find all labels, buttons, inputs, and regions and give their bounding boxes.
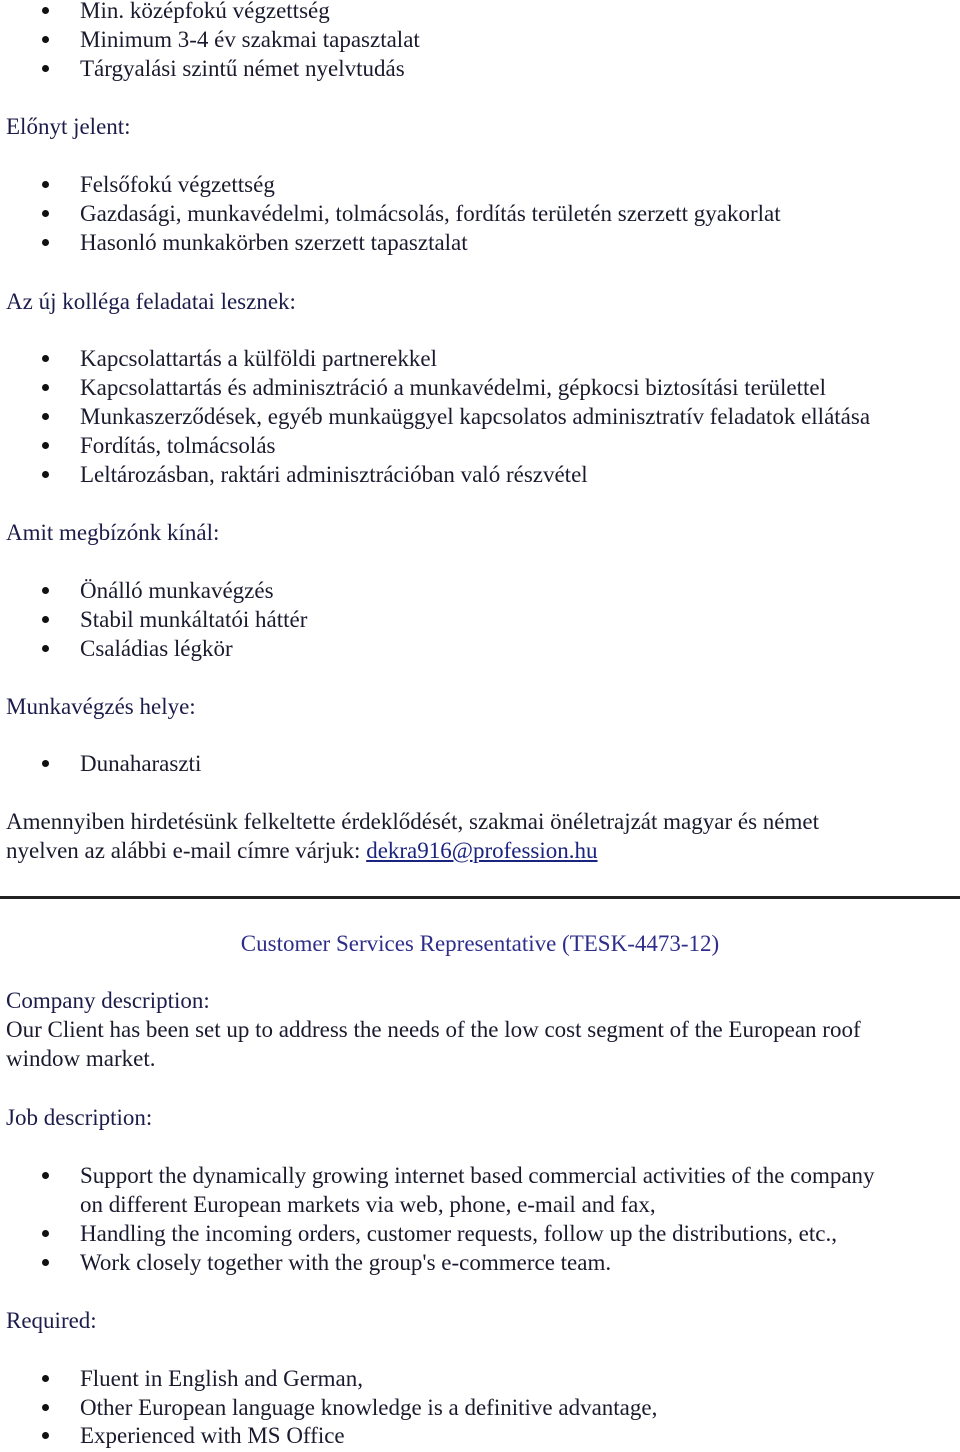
bullet-icon xyxy=(42,36,49,43)
section-heading-company: Company description: xyxy=(6,988,210,1013)
bullet-icon xyxy=(42,616,49,623)
list-item: Minimum 3-4 év szakmai tapasztalat xyxy=(80,25,420,54)
list-item: Support the dynamically growing internet based commercial activities of the company xyxy=(80,1161,875,1190)
bullet-icon xyxy=(42,760,49,767)
list-item: Fluent in English and German, xyxy=(80,1364,363,1393)
apply-text-continued: nyelven az alábbi e-mail címre várjuk: dekra916@profession.hu xyxy=(6,838,598,863)
bullet-icon xyxy=(42,645,49,652)
section-heading-location: Munkavégzés helye: xyxy=(6,694,196,719)
list-item: Családias légkör xyxy=(80,634,233,663)
company-description-continued: window market. xyxy=(6,1046,156,1071)
list-item: Munkaszerződések, egyéb munkaüggyel kapcsolatos adminisztratív feladatok ellátása xyxy=(80,402,870,431)
list-item: Felsőfokú végzettség xyxy=(80,170,275,199)
apply-text: Amennyiben hirdetésünk felkeltette érdeklődését, szakmai önéletrajzát magyar és német xyxy=(6,809,819,834)
email-link[interactable]: dekra916@profession.hu xyxy=(366,838,598,863)
list-item: Min. középfokú végzettség xyxy=(80,0,330,25)
bullet-icon xyxy=(42,7,49,14)
bullet-icon xyxy=(42,239,49,246)
list-item-continuation: on different European markets via web, phone, e-mail and fax, xyxy=(80,1192,656,1217)
list-item: Gazdasági, munkavédelmi, tolmácsolás, fordítás területén szerzett gyakorlat xyxy=(80,199,781,228)
section-heading-offer: Amit megbízónk kínál: xyxy=(6,520,220,545)
section-heading-job: Job description: xyxy=(6,1105,153,1130)
section-heading-required: Required: xyxy=(6,1308,97,1333)
bullet-icon xyxy=(42,181,49,188)
bullet-icon xyxy=(42,210,49,217)
bullet-icon xyxy=(42,1230,49,1237)
list-item: Önálló munkavégzés xyxy=(80,576,274,605)
bullet-icon xyxy=(42,1172,49,1179)
company-description: Our Client has been set up to address the needs of the low cost segment of the European roof xyxy=(6,1017,861,1042)
list-item: Hasonló munkakörben szerzett tapasztalat xyxy=(80,228,468,257)
bullet-icon xyxy=(42,1375,49,1382)
list-item: Handling the incoming orders, customer requests, follow up the distributions, etc., xyxy=(80,1219,837,1248)
list-item: Kapcsolattartás és adminisztráció a munkavédelmi, gépkocsi biztosítási területtel xyxy=(80,373,826,402)
bullet-icon xyxy=(42,65,49,72)
bullet-icon xyxy=(42,1432,49,1439)
section-heading-advantage: Előnyt jelent: xyxy=(6,114,131,139)
list-item: Tárgyalási szintű német nyelvtudás xyxy=(80,54,405,83)
bullet-icon xyxy=(42,471,49,478)
section-divider xyxy=(0,896,960,899)
bullet-icon xyxy=(42,413,49,420)
list-item: Fordítás, tolmácsolás xyxy=(80,431,275,460)
job-title: Customer Services Representative (TESK-4473-12) xyxy=(240,931,720,956)
bullet-icon xyxy=(42,587,49,594)
bullet-icon xyxy=(42,384,49,391)
bullet-icon xyxy=(42,442,49,449)
list-item: Kapcsolattartás a külföldi partnerekkel xyxy=(80,344,437,373)
list-item: Leltározásban, raktári adminisztrációban való részvétel xyxy=(80,460,588,489)
list-item: Experienced with MS Office xyxy=(80,1421,345,1450)
list-item: Dunaharaszti xyxy=(80,749,201,778)
bullet-icon xyxy=(42,1259,49,1266)
list-item: Stabil munkáltatói háttér xyxy=(80,605,307,634)
bullet-icon xyxy=(42,1404,49,1411)
list-item: Other European language knowledge is a definitive advantage, xyxy=(80,1393,657,1422)
bullet-icon xyxy=(42,355,49,362)
list-item: Work closely together with the group's e-commerce team. xyxy=(80,1248,611,1277)
section-heading-tasks: Az új kolléga feladatai lesznek: xyxy=(6,289,296,314)
